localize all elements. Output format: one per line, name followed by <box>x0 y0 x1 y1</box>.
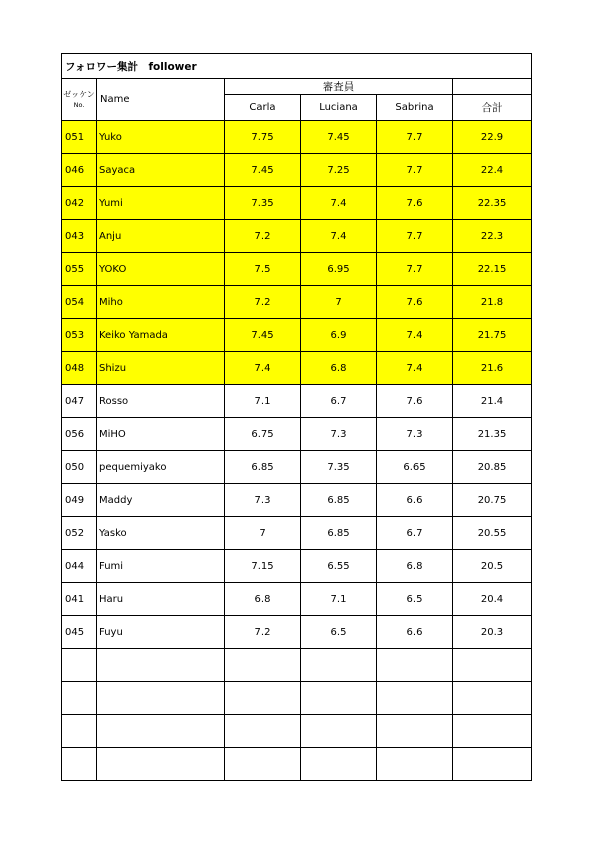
score-carla <box>225 715 301 748</box>
score-total: 20.55 <box>453 517 532 550</box>
table-row <box>62 682 532 715</box>
score-sabrina: 6.8 <box>377 550 453 583</box>
score-luciana: 7 <box>301 286 377 319</box>
contestant-name: pequemiyako <box>97 451 225 484</box>
table-row <box>62 451 532 484</box>
table-row <box>62 253 532 286</box>
score-luciana: 6.9 <box>301 319 377 352</box>
contestant-number: 052 <box>62 517 97 550</box>
score-luciana: 7.35 <box>301 451 377 484</box>
score-carla: 6.8 <box>225 583 301 616</box>
score-luciana <box>301 682 377 715</box>
score-sabrina: 7.6 <box>377 187 453 220</box>
score-total: 20.4 <box>453 583 532 616</box>
score-carla: 7.2 <box>225 616 301 649</box>
sheet-title: フォロワー集計 follower <box>62 54 532 79</box>
score-luciana: 6.85 <box>301 517 377 550</box>
score-sabrina <box>377 748 453 781</box>
contestant-number: 041 <box>62 583 97 616</box>
contestant-number: 046 <box>62 154 97 187</box>
table-row <box>62 418 532 451</box>
header-judge-luciana: Luciana <box>301 95 377 121</box>
contestant-number: 044 <box>62 550 97 583</box>
score-luciana: 6.8 <box>301 352 377 385</box>
score-sabrina: 6.7 <box>377 517 453 550</box>
score-sabrina <box>377 682 453 715</box>
score-carla: 7.2 <box>225 286 301 319</box>
score-carla: 7.1 <box>225 385 301 418</box>
contestant-number: 054 <box>62 286 97 319</box>
table-row <box>62 748 532 781</box>
score-total: 22.9 <box>453 121 532 154</box>
score-total: 22.3 <box>453 220 532 253</box>
contestant-number: 043 <box>62 220 97 253</box>
contestant-name: Anju <box>97 220 225 253</box>
contestant-number: 053 <box>62 319 97 352</box>
contestant-number: 042 <box>62 187 97 220</box>
score-total: 21.8 <box>453 286 532 319</box>
contestant-name: Miho <box>97 286 225 319</box>
table-row <box>62 715 532 748</box>
header-zekken-label: ゼッケン <box>63 89 95 99</box>
score-luciana <box>301 715 377 748</box>
header-total: 合計 <box>453 95 532 121</box>
score-carla: 7.45 <box>225 154 301 187</box>
score-sabrina: 7.7 <box>377 220 453 253</box>
header-judge-sabrina: Sabrina <box>377 95 453 121</box>
score-total: 20.75 <box>453 484 532 517</box>
header-total-blank <box>453 79 532 95</box>
score-luciana: 6.55 <box>301 550 377 583</box>
score-total: 22.4 <box>453 154 532 187</box>
score-carla: 7.5 <box>225 253 301 286</box>
score-sabrina: 6.6 <box>377 616 453 649</box>
score-sabrina: 7.7 <box>377 121 453 154</box>
contestant-number: 049 <box>62 484 97 517</box>
follower-score-table <box>61 53 532 781</box>
score-luciana: 7.1 <box>301 583 377 616</box>
score-luciana: 7.4 <box>301 187 377 220</box>
score-carla: 7.35 <box>225 187 301 220</box>
contestant-number: 051 <box>62 121 97 154</box>
score-sabrina <box>377 649 453 682</box>
contestant-number: 055 <box>62 253 97 286</box>
score-total <box>453 649 532 682</box>
table-row <box>62 649 532 682</box>
score-carla: 7.3 <box>225 484 301 517</box>
header-no-label: No. <box>73 100 85 109</box>
table-row <box>62 286 532 319</box>
table-row <box>62 352 532 385</box>
table-row <box>62 550 532 583</box>
table-body <box>62 54 532 781</box>
contestant-name: Fumi <box>97 550 225 583</box>
header-judges-group: 審査員 <box>225 79 453 95</box>
score-sabrina: 7.6 <box>377 385 453 418</box>
score-carla: 6.85 <box>225 451 301 484</box>
score-luciana: 6.95 <box>301 253 377 286</box>
score-luciana: 6.85 <box>301 484 377 517</box>
header-name: Name <box>97 79 225 121</box>
contestant-name: Shizu <box>97 352 225 385</box>
contestant-name: Haru <box>97 583 225 616</box>
contestant-number <box>62 748 97 781</box>
header-judge-carla: Carla <box>225 95 301 121</box>
score-sabrina: 7.7 <box>377 154 453 187</box>
contestant-name <box>97 748 225 781</box>
score-sabrina: 7.4 <box>377 319 453 352</box>
table-row <box>62 220 532 253</box>
contestant-name: Yumi <box>97 187 225 220</box>
title-row <box>62 54 532 79</box>
header-zekken <box>62 79 97 121</box>
score-carla: 7.4 <box>225 352 301 385</box>
contestant-name <box>97 682 225 715</box>
score-carla: 7.75 <box>225 121 301 154</box>
score-total: 21.75 <box>453 319 532 352</box>
header-row-1 <box>62 79 532 95</box>
table-row <box>62 385 532 418</box>
contestant-name: Rosso <box>97 385 225 418</box>
score-carla: 7.2 <box>225 220 301 253</box>
score-luciana: 7.25 <box>301 154 377 187</box>
score-luciana <box>301 748 377 781</box>
score-total: 21.35 <box>453 418 532 451</box>
score-total: 20.3 <box>453 616 532 649</box>
score-total: 21.4 <box>453 385 532 418</box>
score-total: 20.5 <box>453 550 532 583</box>
contestant-name <box>97 715 225 748</box>
contestant-number <box>62 715 97 748</box>
score-total: 22.15 <box>453 253 532 286</box>
score-luciana: 7.4 <box>301 220 377 253</box>
contestant-number: 056 <box>62 418 97 451</box>
contestant-number: 050 <box>62 451 97 484</box>
table-row <box>62 583 532 616</box>
score-total: 22.35 <box>453 187 532 220</box>
contestant-name <box>97 649 225 682</box>
score-sabrina: 6.6 <box>377 484 453 517</box>
score-sabrina: 6.65 <box>377 451 453 484</box>
score-carla: 6.75 <box>225 418 301 451</box>
contestant-number <box>62 682 97 715</box>
score-sheet <box>61 53 531 781</box>
score-sabrina: 7.3 <box>377 418 453 451</box>
contestant-name: Sayaca <box>97 154 225 187</box>
score-luciana: 7.45 <box>301 121 377 154</box>
table-row <box>62 187 532 220</box>
score-sabrina: 7.7 <box>377 253 453 286</box>
contestant-number: 045 <box>62 616 97 649</box>
score-sabrina: 7.6 <box>377 286 453 319</box>
table-row <box>62 517 532 550</box>
score-carla <box>225 649 301 682</box>
score-total <box>453 682 532 715</box>
score-carla <box>225 748 301 781</box>
contestant-number: 048 <box>62 352 97 385</box>
score-total: 20.85 <box>453 451 532 484</box>
contestant-name: MiHO <box>97 418 225 451</box>
score-carla: 7 <box>225 517 301 550</box>
score-carla: 7.45 <box>225 319 301 352</box>
score-sabrina: 7.4 <box>377 352 453 385</box>
score-total <box>453 748 532 781</box>
contestant-number: 047 <box>62 385 97 418</box>
score-luciana: 7.3 <box>301 418 377 451</box>
table-row <box>62 319 532 352</box>
score-total: 21.6 <box>453 352 532 385</box>
contestant-name: Fuyu <box>97 616 225 649</box>
contestant-name: YOKO <box>97 253 225 286</box>
contestant-name: Yasko <box>97 517 225 550</box>
score-luciana: 6.5 <box>301 616 377 649</box>
score-sabrina: 6.5 <box>377 583 453 616</box>
score-carla <box>225 682 301 715</box>
score-carla: 7.15 <box>225 550 301 583</box>
score-luciana: 6.7 <box>301 385 377 418</box>
contestant-name: Keiko Yamada <box>97 319 225 352</box>
table-row <box>62 154 532 187</box>
table-row <box>62 484 532 517</box>
table-row <box>62 616 532 649</box>
contestant-name: Yuko <box>97 121 225 154</box>
contestant-number <box>62 649 97 682</box>
score-luciana <box>301 649 377 682</box>
score-total <box>453 715 532 748</box>
score-sabrina <box>377 715 453 748</box>
table-row <box>62 121 532 154</box>
contestant-name: Maddy <box>97 484 225 517</box>
